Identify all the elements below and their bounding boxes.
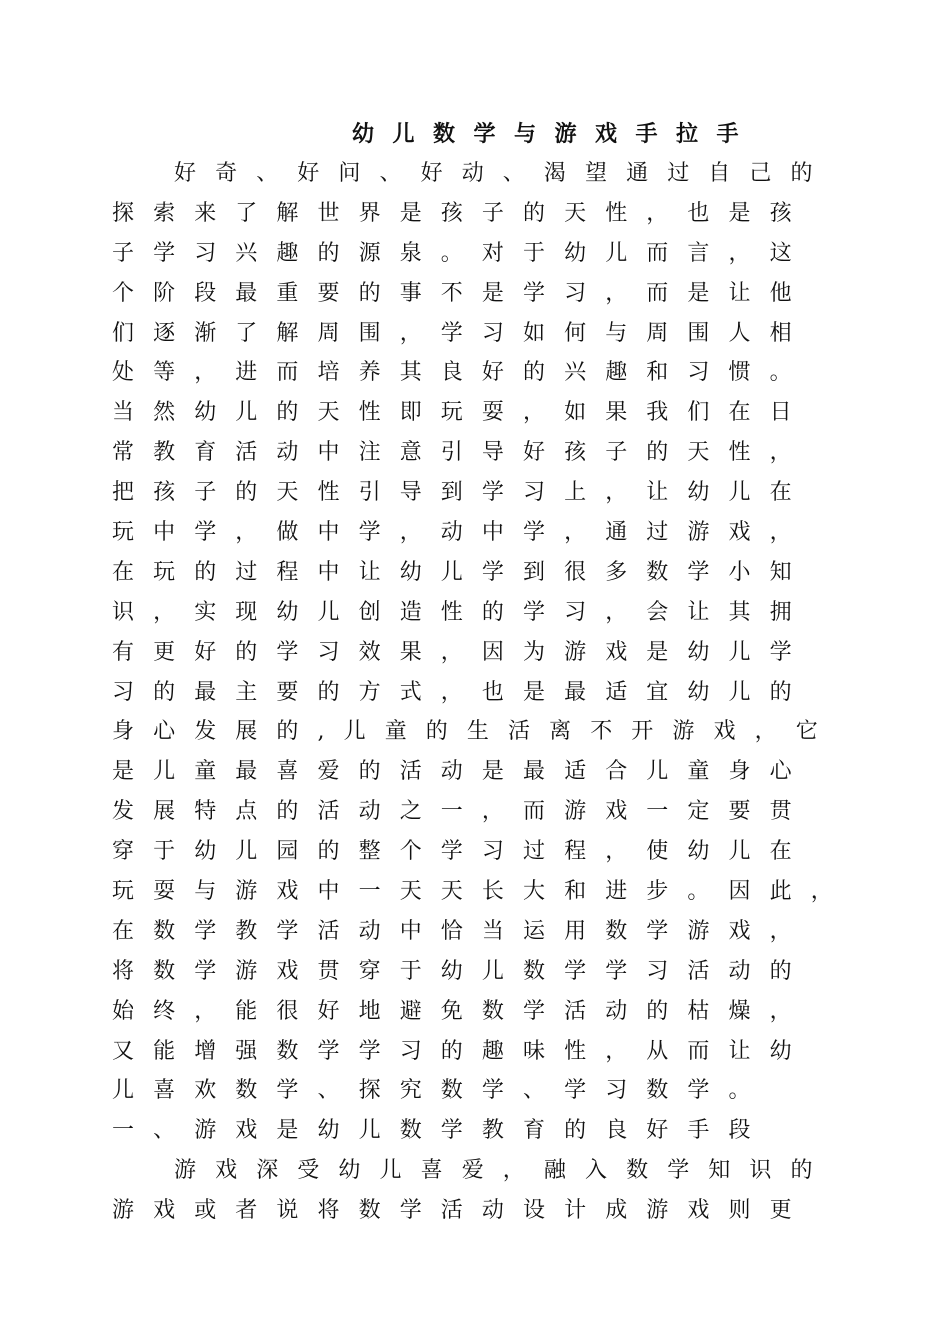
paragraph-line: 将数学游戏贯穿于幼儿数学学习活动的 — [112, 958, 811, 984]
paragraph-line: 身心发展的,儿童的生活离不开游戏，它 — [112, 719, 837, 745]
paragraph-line: 游戏或者说将数学活动设计成游戏则更 — [112, 1198, 811, 1224]
paragraph-line: 把孩子的天性引导到学习上，让幼儿在 — [112, 480, 811, 506]
section-heading: 一、游戏是幼儿数学教育的良好手段 — [112, 1118, 770, 1144]
paragraph-line: 又能增强数学学习的趣味性，从而让幼 — [112, 1038, 811, 1064]
paragraph-line: 当然幼儿的天性即玩耍，如果我们在日 — [112, 400, 811, 426]
paragraph-line: 始终，能很好地避免数学活动的枯燥， — [112, 998, 811, 1024]
paragraph-line: 探索来了解世界是孩子的天性，也是孩 — [112, 200, 811, 226]
paragraph-line: 好奇、好问、好动、渴望通过自己的 — [174, 161, 832, 186]
paragraph-line: 游戏深受幼儿喜爱，融入数学知识的 — [174, 1158, 832, 1184]
paragraph-line: 习的最主要的方式，也是最适宜幼儿的 — [112, 679, 811, 705]
paragraph-line: 玩耍与游戏中一天天长大和进步。因此， — [112, 879, 852, 905]
paragraph-line: 在数学教学活动中恰当运用数学游戏， — [112, 918, 811, 944]
paragraph-line: 玩中学，做中学，动中学，通过游戏， — [112, 520, 811, 546]
paragraph-line: 穿于幼儿园的整个学习过程，使幼儿在 — [112, 839, 811, 865]
paragraph-line: 有更好的学习效果，因为游戏是幼儿学 — [112, 639, 811, 665]
paragraph-line: 发展特点的活动之一，而游戏一定要贯 — [112, 799, 811, 825]
paragraph-line: 识，实现幼儿创造性的学习，会让其拥 — [112, 599, 811, 625]
paragraph-line: 常教育活动中注意引导好孩子的天性， — [112, 440, 811, 466]
paragraph-line: 在玩的过程中让幼儿学到很多数学小知 — [112, 559, 811, 585]
paragraph-line: 们逐渐了解周围，学习如何与周围人相 — [112, 320, 811, 346]
paragraph-line: 个阶段最重要的事不是学习，而是让他 — [112, 280, 811, 306]
paragraph-line: 儿喜欢数学、探究数学、学习数学。 — [112, 1078, 770, 1104]
paragraph-line: 是儿童最喜爱的活动是最适合儿童身心 — [112, 759, 811, 785]
paragraph-line: 子学习兴趣的源泉。对于幼儿而言，这 — [112, 240, 811, 266]
paragraph-line: 处等，进而培养其良好的兴趣和习惯。 — [112, 360, 811, 386]
document-title: 幼儿数学与游戏手拉手 — [352, 121, 758, 147]
document-body — [112, 154, 852, 1231]
